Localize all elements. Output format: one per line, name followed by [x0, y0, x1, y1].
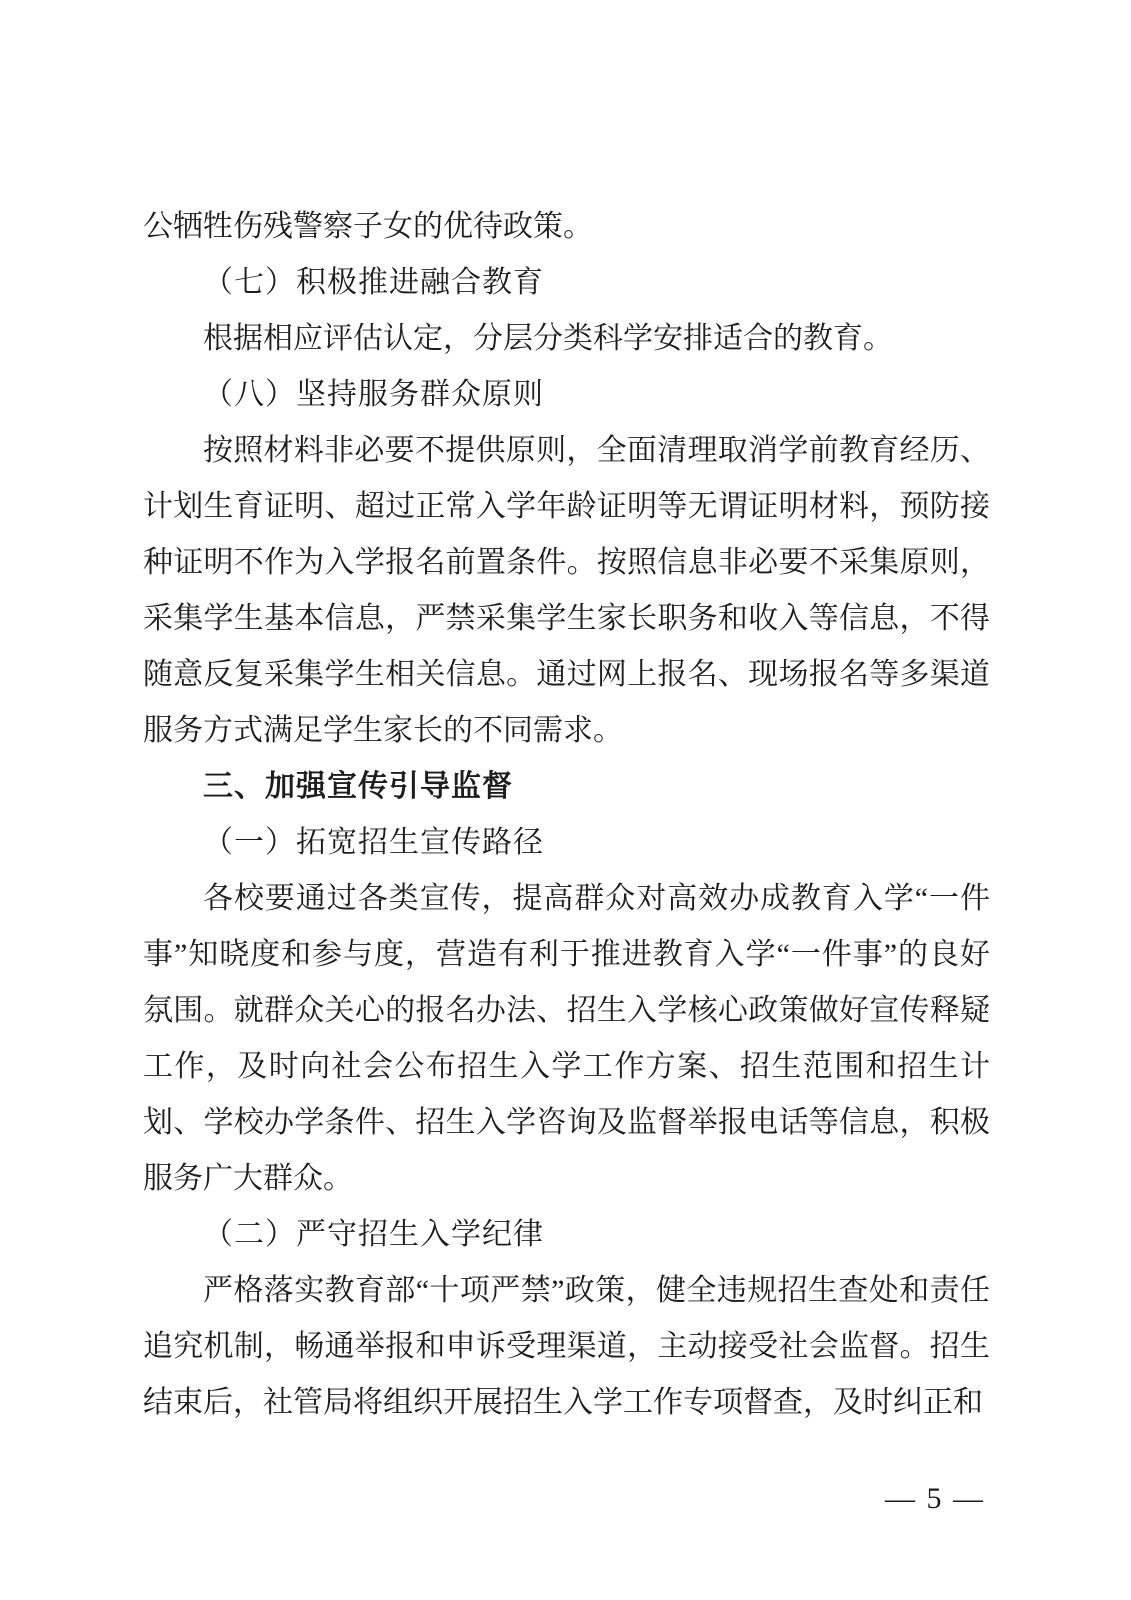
section-heading-3: 三、加强宣传引导监督: [203, 770, 513, 803]
paragraph-continuation: 公牺牲伤残警察子女的优待政策。: [143, 210, 593, 243]
document-body: [143, 199, 990, 1431]
paragraph: 按照材料非必要不提供原则，全面清理取消学前教育经历、计划生育证明、超过正常入学年龄证明等无谓证明材料，预防接种证明不作为入学报名前置条件。按照信息非必要不采集原则，采集学生基本信息，严禁采集学生家长职务和收入等信息，不得随意反复采集学生相关信息。通过网上报名、现场报名等多渠道服务方式满足学生家长的不同需求。: [143, 434, 990, 747]
page-number: — 5 —: [885, 1482, 985, 1515]
subsection-heading-1: （一）拓宽招生宣传路径: [203, 826, 544, 859]
subsection-heading-2: （二）严守招生入学纪律: [203, 1218, 544, 1251]
subsection-heading-7: （七）积极推进融合教育: [203, 266, 544, 299]
paragraph: 各校要通过各类宣传，提高群众对高效办成教育入学“一件事”知晓度和参与度，营造有利于推进教育入学“一件事”的良好氛围。就群众关心的报名办法、招生入学核心政策做好宣传释疑工作，及时向社会公布招生入学工作方案、招生范围和招生计划、学校办学条件、招生入学咨询及监督举报电话等信息，积极服务广大群众。: [143, 882, 990, 1195]
paragraph: 根据相应评估认定，分层分类科学安排适合的教育。: [203, 322, 893, 355]
subsection-heading-8: （八）坚持服务群众原则: [203, 378, 544, 411]
paragraph: 严格落实教育部“十项严禁”政策，健全违规招生查处和责任追究机制，畅通举报和申诉受理渠道，主动接受社会监督。招生结束后，社管局将组织开展招生入学工作专项督查，及时纠正和: [143, 1274, 990, 1419]
